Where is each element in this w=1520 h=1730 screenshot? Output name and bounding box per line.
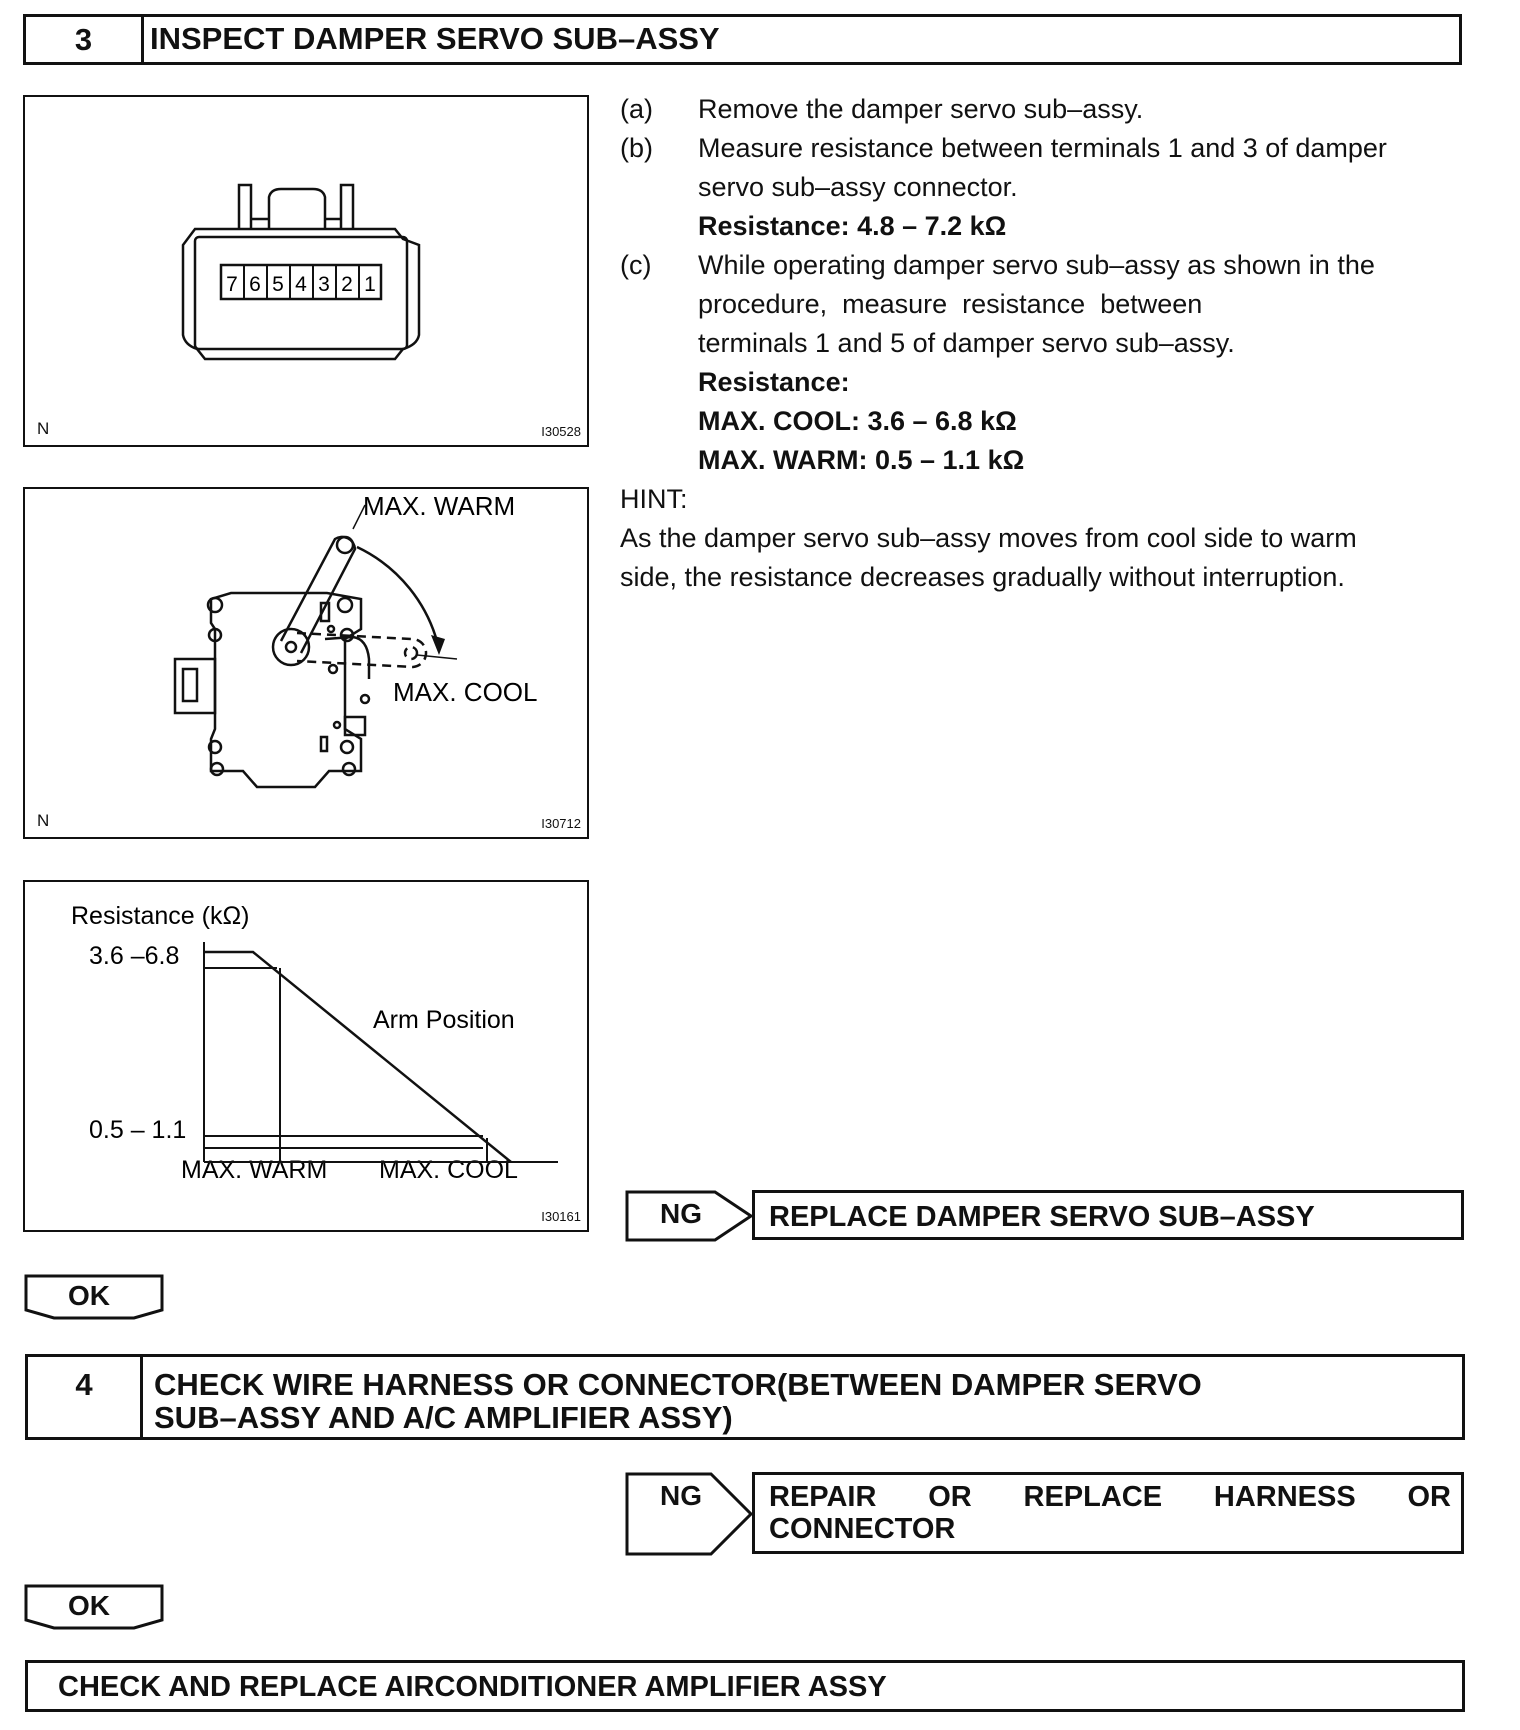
- ng-2-word-2: OR: [928, 1481, 972, 1513]
- ng-2-label: NG: [660, 1480, 702, 1511]
- ng-2-word-3: REPLACE: [1023, 1481, 1163, 1513]
- terminal-2: 2: [341, 273, 353, 296]
- item-a-text: Remove the damper servo sub–assy.: [698, 94, 1144, 124]
- connector-figure: [23, 95, 589, 447]
- chart-x-tick-cool: MAX. COOL: [379, 1156, 518, 1184]
- chart-series-label: Arm Position: [373, 1006, 515, 1034]
- hint-line1: As the damper servo sub–assy moves from cool side to warm: [620, 523, 1357, 553]
- chart-axes: [204, 942, 558, 1162]
- item-c-spec-cool: MAX. COOL: 3.6 – 6.8 kΩ: [698, 406, 1017, 436]
- ng-2-action-line1: [769, 1481, 1451, 1514]
- item-c-line1: While operating damper servo sub–assy as shown in the: [698, 250, 1375, 280]
- chart-y-axis-label: Resistance (kΩ): [71, 902, 250, 930]
- step-4-number: 4: [28, 1357, 143, 1437]
- connector-drawing: [25, 97, 587, 445]
- ok-2-label: OK: [68, 1590, 110, 1621]
- chart-y-tick-high: 3.6 –6.8: [89, 942, 180, 970]
- item-c-spec-title: Resistance:: [698, 367, 850, 397]
- hint-line2: side, the resistance decreases gradually without interruption.: [620, 562, 1345, 592]
- ok-1-label: OK: [68, 1280, 110, 1311]
- item-b-line2: servo sub–assy connector.: [698, 172, 1018, 202]
- final-action-label: CHECK AND REPLACE AIRCONDITIONER AMPLIFIER ASSY: [58, 1671, 887, 1703]
- resistance-chart-figure: [23, 880, 589, 1232]
- item-b-spec: Resistance: 4.8 – 7.2 kΩ: [698, 211, 1007, 241]
- step-3-number: 3: [26, 17, 144, 62]
- max-cool-label: MAX. COOL: [393, 677, 538, 707]
- resistance-chart: [25, 882, 587, 1230]
- item-c-line2: procedure, measure resistance between: [698, 289, 1203, 319]
- chart-x-tick-warm: MAX. WARM: [181, 1156, 328, 1184]
- item-b-letter: (b): [620, 133, 653, 163]
- step-4-title-line2: SUB–ASSY AND A/C AMPLIFIER ASSY): [154, 1400, 733, 1435]
- figure-1-corner-label: N: [37, 419, 50, 438]
- ng-1-action-box: [752, 1190, 1464, 1240]
- item-c-line3: terminals 1 and 5 of damper servo sub–assy.: [698, 328, 1235, 358]
- terminal-1: 1: [364, 273, 376, 296]
- ng-2-word-5: OR: [1407, 1481, 1451, 1513]
- item-c-spec-warm: MAX. WARM: 0.5 – 1.1 kΩ: [698, 445, 1025, 475]
- ng-1-action: REPLACE DAMPER SERVO SUB–ASSY: [769, 1201, 1315, 1233]
- step-3-header: [23, 14, 1462, 65]
- step-4-header: [25, 1354, 1465, 1440]
- arrow-head: [431, 635, 445, 655]
- ng-1-label: NG: [660, 1198, 702, 1229]
- damper-servo-drawing: [25, 489, 587, 837]
- terminal-5: 5: [272, 273, 284, 296]
- figure-3-id: I30161: [541, 1209, 581, 1224]
- ng-2-word-4: HARNESS: [1213, 1481, 1356, 1513]
- chart-series-line: [204, 952, 511, 1162]
- figure-1-id: I30528: [541, 424, 581, 439]
- chart-y-tick-low: 0.5 – 1.1: [89, 1116, 187, 1144]
- max-warm-label: MAX. WARM: [363, 491, 516, 521]
- terminal-6: 6: [249, 273, 261, 296]
- instructions: [620, 90, 1470, 610]
- figure-2-corner-label: N: [37, 811, 50, 830]
- item-a-letter: (a): [620, 94, 653, 124]
- figure-2-id: I30712: [541, 816, 581, 831]
- ng-2-action-line2: CONNECTOR: [769, 1513, 956, 1545]
- step-3-title: INSPECT DAMPER SERVO SUB–ASSY: [150, 21, 720, 56]
- terminal-4: 4: [295, 273, 307, 296]
- terminal-3: 3: [318, 273, 330, 296]
- ng-2-action-box: [752, 1472, 1464, 1554]
- final-action-box: [25, 1660, 1465, 1712]
- damper-servo-figure: [23, 487, 589, 839]
- step-4-title-line1: CHECK WIRE HARNESS OR CONNECTOR(BETWEEN DAMPER SERVO: [154, 1367, 1202, 1402]
- terminal-7: 7: [226, 273, 238, 296]
- item-b-line1: Measure resistance between terminals 1 and 3 of damper: [698, 133, 1387, 163]
- ng-2-word-1: REPAIR: [769, 1481, 877, 1513]
- hint-title: HINT:: [620, 484, 688, 514]
- item-c-letter: (c): [620, 250, 652, 280]
